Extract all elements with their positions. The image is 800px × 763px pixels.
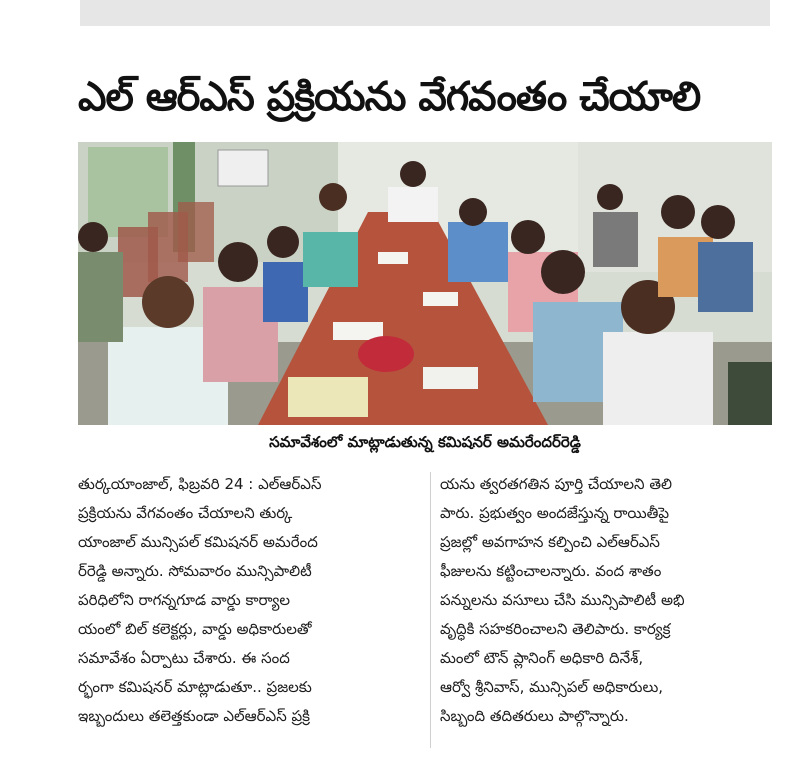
body-line: ఆర్వో శ్రీనివాస్, మున్సిపల్ అధికారులు, <box>440 678 664 696</box>
article-body-right-column <box>440 470 772 755</box>
body-line: సిబ్బంది తదితరులు పాల్గొన్నారు. <box>440 707 629 725</box>
body-line: పన్నులను వసూలు చేసి మున్సిపాలిటీ అభి <box>440 591 685 609</box>
meeting-photo <box>78 142 772 425</box>
body-line: ఇబ్బందులు తలెత్తకుండా ఎల్ఆర్ఎస్ ప్రక్రి <box>78 707 310 725</box>
body-line: వృద్ధికి సహకరించాలని తెలిపారు. కార్యక్ర <box>440 620 671 638</box>
meeting-photo-illustration <box>78 142 772 425</box>
body-line: ర్‌రెడ్డి అన్నారు. సోమవారం మున్సిపాలిటీ <box>78 562 312 580</box>
body-line: తుర్కయాంజాల్, ఫిబ్రవరి 24 : ఎల్ఆర్ఎస్ <box>78 475 322 493</box>
body-line: సమావేశం ఏర్పాటు చేశారు. ఈ సంద <box>78 649 290 667</box>
body-line: ప్రక్రియను వేగవంతం చేయాలని తుర్క <box>78 504 293 522</box>
photo-caption: సమావేశంలో మాట్లాడుతున్న కమిషనర్ అమరేందర్‌రెడ్డి <box>269 433 581 451</box>
body-line: ఫీజులను కట్టించాలన్నారు. వంద శాతం <box>440 562 662 580</box>
body-line: పారు. ప్రభుత్వం అందజేస్తున్న రాయితీపై <box>440 504 670 522</box>
body-line: యను త్వరతగతిన పూర్తి చేయాలని తెలి <box>440 475 672 493</box>
body-line: యంలో బిల్ కలెక్టర్లు, వార్డు అధికారులతో <box>78 620 312 638</box>
top-gray-band <box>80 0 770 26</box>
body-line: పరిధిలోని రాగన్నగూడ వార్డు కార్యాల <box>78 591 291 609</box>
article-headline: ఎల్ ఆర్ఎస్ ప్రక్రియను వేగవంతం చేయాలి <box>78 74 701 120</box>
column-divider <box>430 472 431 748</box>
body-line: ర్భంగా కమిషనర్ మాట్లాడుతూ.. ప్రజలకు <box>78 678 312 696</box>
body-line: యాంజాల్ మున్సిపల్ కమిషనర్ అమరేంద <box>78 533 318 551</box>
body-line: ప్రజల్లో అవగాహన కల్పించి ఎల్ఆర్ఎస్ <box>440 533 660 551</box>
body-line: మంలో టౌన్ ప్లానింగ్ అధికారి దినేశ్, <box>440 649 644 667</box>
article-body-left-column <box>78 470 422 755</box>
